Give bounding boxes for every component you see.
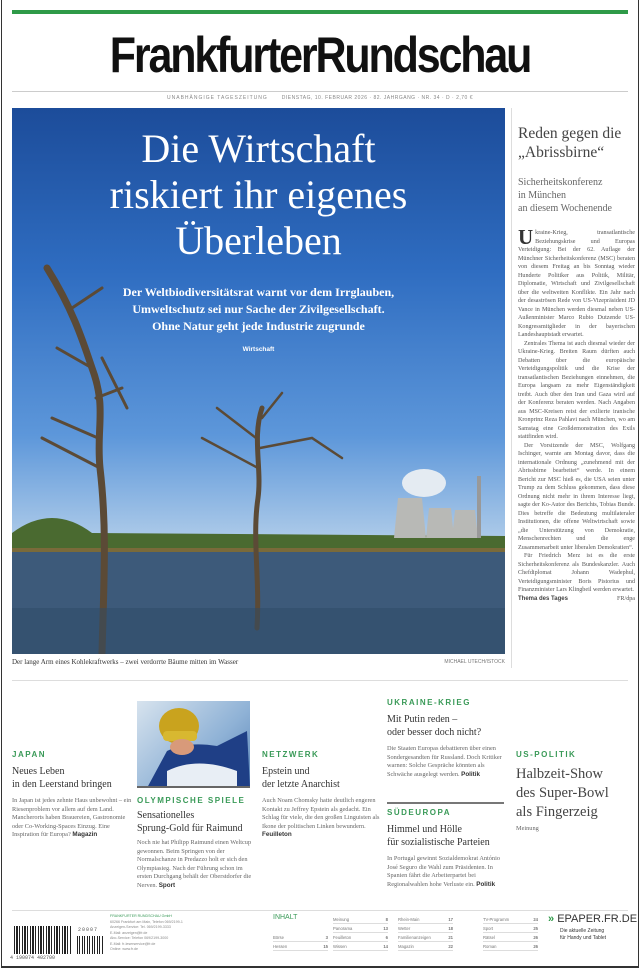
toc-entry[interactable] <box>273 934 328 942</box>
article-us-politik[interactable] <box>516 750 634 834</box>
barcode <box>14 926 72 954</box>
article-body: In Portugal gewinnt Sozialdemokrat António José Seguro die Wahl zum Präsidenten. In Spanien fährt die Arbeiterpartei bei Regionalwahlen hohe Verluste ein. Politik <box>387 855 500 888</box>
toc-title: INHALT <box>273 914 298 921</box>
article-netzwerk[interactable] <box>262 750 380 840</box>
lead-headline[interactable]: Die Wirtschaft riskiert ihr eigenes Überleben <box>109 126 408 263</box>
toc-entry[interactable] <box>333 943 388 951</box>
imprint-line: Abo-Service: Telefon 069/2199-3000 <box>110 936 169 940</box>
toc-page: 17 <box>448 917 453 922</box>
toc-page: 25 <box>533 926 538 931</box>
article-olympics[interactable] <box>137 796 257 890</box>
imprint-line: Anzeigen-Service: Tel. 069/2199-3333 <box>110 925 171 929</box>
lead-story-image[interactable] <box>12 108 505 654</box>
toc-entry[interactable] <box>398 925 453 933</box>
toc-entry[interactable] <box>333 916 388 924</box>
ski-jumper-photo[interactable] <box>137 701 250 788</box>
toc-entry[interactable] <box>483 943 538 951</box>
divider <box>12 910 628 911</box>
sidebar-subhead: Sicherheitskonferenz in München an diesem Wochenende <box>518 177 612 214</box>
toc-label: Meinung <box>333 917 350 922</box>
toc-label: Familienanzeigen <box>398 935 431 940</box>
kicker: US-POLITIK <box>516 750 577 759</box>
toc-page: 22 <box>448 944 453 949</box>
article-suedeuropa[interactable] <box>387 808 511 889</box>
toc-entry[interactable] <box>483 934 538 942</box>
article-body: Die Staaten Europas debattieren über einen Sondergesandten für Russland. Doch Kritiker warnen: Solche Gespräche könnten als Schwäche ausgelegt werden. Politik <box>387 745 502 778</box>
issue-line <box>0 95 640 101</box>
brand-bar <box>12 10 628 14</box>
toc-entry[interactable] <box>483 916 538 924</box>
article-headline: Sensationelles Sprung-Gold für Raimund <box>137 810 243 834</box>
article-ukraine[interactable] <box>387 698 511 779</box>
issue-info: DIENSTAG, 10. FEBRUAR 2026 · 82. JAHRGANG · NR. 34 · D · 2,70 € <box>281 95 473 101</box>
sidebar-story <box>511 108 635 668</box>
toc-page: 3 <box>325 935 328 940</box>
imprint-line: E-Mail: anzeigen@fr.de <box>110 930 148 935</box>
barcode-addon-number: 20007 <box>78 927 99 933</box>
toc-page: 8 <box>385 917 388 922</box>
toc-label: Roman <box>483 944 497 949</box>
masthead-logo: FrankfurterRundschau <box>109 27 531 83</box>
chevrons-icon: » <box>548 913 555 925</box>
toc-entry[interactable] <box>273 943 328 951</box>
toc-entry[interactable] <box>483 925 538 933</box>
toc-label: Feuilleton <box>333 935 352 940</box>
toc-label: Panorama <box>333 926 353 931</box>
article-headline: Epstein und der letzte Anarchist <box>262 766 340 790</box>
toc-label: Hessen <box>273 944 288 949</box>
divider <box>12 91 628 92</box>
toc-page: 13 <box>383 926 388 931</box>
barcode-number: 4 190074 402700 <box>10 955 56 961</box>
toc-entry[interactable] <box>398 934 453 942</box>
article-headline: Himmel und Hölle für sozialistische Parteien <box>387 824 490 848</box>
imprint-line: 60266 Frankfurt am Main, Telefon 069/2199-1 <box>110 919 183 924</box>
toc-page: 26 <box>533 944 538 949</box>
toc-page: 14 <box>383 944 388 949</box>
toc-page: 21 <box>448 935 453 940</box>
imprint <box>110 914 250 953</box>
photo-credit: MICHAEL UTECH/ISTOCK <box>444 659 505 665</box>
epaper-promo[interactable] <box>548 913 637 942</box>
ski-jumper-illustration <box>137 701 250 788</box>
toc-label: Wetter <box>398 926 411 931</box>
toc-page: 15 <box>323 944 328 949</box>
article-headline: Mit Putin reden – oder besser doch nicht? <box>387 714 482 738</box>
article-headline: Neues Leben in den Leerstand bringen <box>12 766 112 790</box>
toc-page: 6 <box>385 935 388 940</box>
kicker: OLYMPISCHE SPIELE <box>137 796 246 805</box>
toc-entry[interactable] <box>333 925 388 933</box>
toc-page: 26 <box>533 935 538 940</box>
article-ref: Meinung <box>516 825 539 832</box>
lead-dek: Der Weltbiodiversitätsrat warnt vor dem Irrglauben, Umweltschutz sei nur Sache der Zivilgesellschaft. Ohne Natur geht jede Industrie zugrunde <box>122 285 395 333</box>
kicker: JAPAN <box>12 750 47 759</box>
imprint-line: Online: www.fr.de <box>110 947 138 951</box>
article-headline: Halbzeit-Show des Super-Bowl als Fingerzeig <box>516 766 609 820</box>
photo-caption: Der lange Arm eines Kohlekraftwerks – zwei verdorrte Bäume mitten im Wasser MICHAEL UTECH/ISTOCK <box>12 658 505 666</box>
toc-label: Sport <box>483 926 494 931</box>
article-body: Noch nie hat Philipp Raimund einen Weltcup gewonnen. Beim Springen von der Normalschanze in Predazzo holt er sich den Olympiasieg. Nach der Führung schon im ersten Durchgang behält der Oberstdorfer die Nerven. Sport <box>137 839 252 889</box>
toc-label: TV-Programm <box>483 917 510 922</box>
divider <box>12 680 628 681</box>
sidebar-ref[interactable]: Thema des Tages <box>518 595 568 602</box>
imprint-line: FRANKFURTER RUNDSCHAU GmbH <box>110 914 173 918</box>
lead-section-ref[interactable]: Wirtschaft <box>242 346 275 353</box>
imprint-line: E-Mail: fr-leserservice@fr.de <box>110 941 156 946</box>
toc-label: Börse <box>273 935 284 940</box>
kicker: UKRAINE-KRIEG <box>387 698 471 707</box>
divider <box>387 802 504 804</box>
toc-page: 24 <box>533 917 538 922</box>
barcode-addon <box>77 936 104 954</box>
toc-label: Wissen <box>333 944 347 949</box>
sidebar-headline[interactable]: Reden gegen die „Abrissbirne“ <box>518 125 622 161</box>
toc-entry[interactable] <box>398 916 453 924</box>
epaper-link[interactable]: EPAPER.FR.DE <box>557 913 638 925</box>
drop-cap: U <box>518 225 534 249</box>
tagline: UNABHÄNGIGE TAGESZEITUNG <box>167 95 268 101</box>
sidebar-body: Ukraine-Krieg, transatlantische Beziehungskrise und Europas Verteidigung: Bei der 62. Auflage der Münchner Sicherheitskonferenz (MSC) beraten von diesem Freitag an bis Sonntag wieder Hunderte Politiker aus Politik, Militär, Diplomatie, Wirtschaft und Zivilgesellschaft über die weltweiten Konflikte. Ein Jahr nach der desaströsen Rede von US-Vizepräsident JD Vance in München werden diesmal neben US-Außenminister Marco Rubio Dutzende US-Kongressmitglieder in der bayerischen Landeshauptstadt erwartet. Zentrales Thema ist auch diesmal wieder der Ukraine-Krieg. Breiten Raum dürften auch Debatten über die europäische Verteidigungspolitik und die Krise der transatlantischen Beziehungen einnehmen, die Europa langsam zu mehr Eigenständigkeit treibt. Auch über den Iran und Gaza wird auf der Konferenz beraten werden. Nach Angaben aus MSC-Kreisen reist der exilierte iranische Kronprinz Reza Pahlavi nach München, wo am Samstag eine Großdemonstration des Exils stattfinden wird. Der Vorsitzende der MSC, Wolfgang Ischinger, warnte am Montag davor, dass die internationale Ordnung „zunehmend mit der Abrissbirne bearbeitet“ werde. In einem Bericht zur MSC hieß es, die USA seien unter Trump zu dem Schluss gekommen, dass diese Ordnung nicht mehr in ihrem Interesse liegt, sagte der Ko-Autor des Berichts, Tobias Bunde. Dies betreffe die Bedeutung multilateraler Institutionen, die offene Weltwirtschaft sowie „die Unterstützung von Demokratie, Menschenrechten und die enge Zusammenarbeit unter liberalen Demokratien“. Für Friedrich Merz ist es die erste Sicherheitskonferenz als Bundeskanzler. Auch Chefdiplomat Johann Wadephul, Verteidigungsminister Boris Pistorius und Finanzminister Lars Klingbeil werden erwartet. FR/dpa Thema des Tages <box>518 225 635 602</box>
epaper-sub: Die aktuelle Zeitung für Handy und Tablet <box>560 928 607 941</box>
toc-label: Rhein-Main <box>398 917 420 922</box>
toc-entry[interactable] <box>398 943 453 951</box>
article-body: Auch Noam Chomsky hatte deutlich engeren Kontakt zu Jeffrey Epstein als gedacht. Ein Schlag für viele, die den großen Linguisten als Ikone der politischen Linken bewundern. Feuilleton <box>262 797 380 838</box>
toc-entry[interactable] <box>333 934 388 942</box>
article-japan[interactable] <box>12 750 132 840</box>
toc-page: 18 <box>448 926 453 931</box>
article-body: In Japan ist jedes zehnte Haus unbewohnt – ein Riesenproblem vor allem auf dem Land. Mancherorts haben Brauereien, Gastronomie oder Co-Working-Spaces Einzug. Eine Inspiration für Europa? Magazin <box>12 797 132 838</box>
kicker: SÜDEUROPA <box>387 808 452 817</box>
toc-label: Magazin <box>398 944 414 949</box>
toc-label: Rätsel <box>483 935 495 940</box>
kicker: NETZWERK <box>262 750 320 759</box>
